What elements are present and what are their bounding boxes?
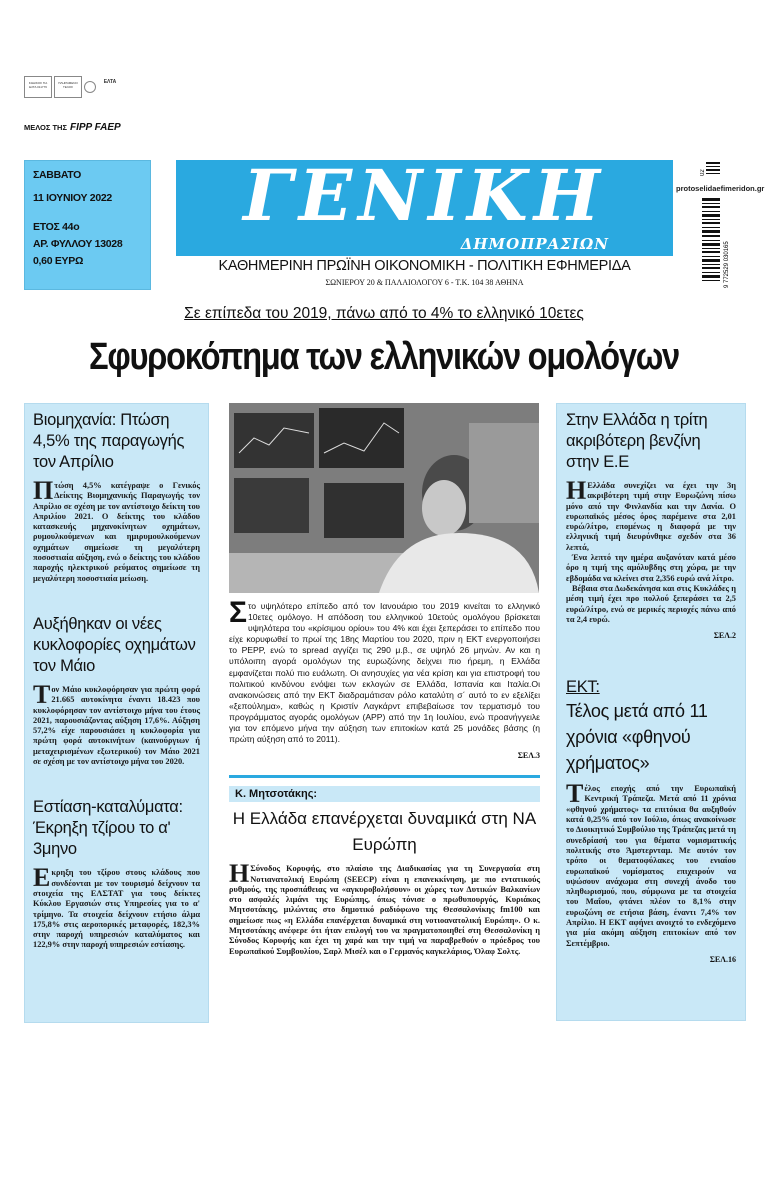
drop-cap: Η [229,859,250,889]
website-watermark: protoselidaefimeridon.gr [676,184,765,193]
article-kicker: Κ. Μητσοτάκης: [229,786,540,802]
article-paragraph: Βέβαια στα Δωδεκάνησα και στις Κυκλάδες η μέση τιμή έχει προ πολλού ξεπεράσει τα 2,5 ευρώ/λίτρο, ενώ σε μερικές περιοχές πάνω από τα 2,4 ευρώ. [566,583,736,624]
barcode-code: 02 [700,169,706,176]
article-fuel [566,410,736,641]
lead-article [229,596,540,761]
masthead-title: ΓΕΝΙΚΗ [243,154,606,237]
year: ΕΤΟΣ 44ο [33,221,80,233]
membership [24,122,121,133]
elta-logo: ΕΛΤΑ [103,79,117,85]
article-body: τώση 4,5% κατέγραψε ο Γενικός Δείκτης Βιομηχανικής Παραγωγής τον Απρίλιο σε σχέση με τον αντίστοιχο δείκτη του Απριλίου 2021. Ο δείκτης του κλάδου κατασκευής μηχανοκίνητων οχημάτων, ρυμουλκούμενων και ημιρυμουλκούμενων οχημάτων σημείωσε τη μεγαλύτερη ποσοστιαία αύξηση, ενώ ο δείκτης του κλάδου παροχής ηλεκτρικού ρεύματος σημείωσε τη μεγαλύτερη ποσοστιαία μείωση. [33,481,200,583]
article-body: το υψηλότερο επίπεδο από τον Ιανουάριο του 2019 κινείται το ελληνικό 10ετες ομόλογο. Η απόδοση του ελληνικού 10ετούς ομολόγου βρίσκεται υψηλότερα του «κρίσιμου ορίου» του 4% και έχει ξεπεράσει το επίπεδο που είχε κορυφωθεί το πρωί της 18ης Μαρτίου του 2020, πριν η ΕΚΤ ενεργοποιήσει το PEPP, ενώ το spread αγγίζει τις 290 μ.β., σε υψηλό 26 μηνών. Αν και η υπόλοιπη αγορά ομολόγων της ευρωζώνης δείχνει πιο ήρεμη, η Ελλάδα εμφανίζεται πολύ πιο ευάλωτη. Οι ανησυχίες για νέα κρίση και για επιστροφή του πολιτικού κινδύνου ενόψει των εκλογών σε Ελλάδα, Ισπανία και Ιταλία.Οι ανακοινώσεις από την ΕΚΤ διαδραμάτισαν ρόλο καταλύτη σ΄ αυτό το εν εξελίξει «ξεπούλημα», καθώς η Κριστίν Λαγκάρντ επιβεβαίωσε τον τερματισμό του προγράμματος αγοράς ομολόγων (APP) από την 1η Ιουλίου, ενώ προανήγγειλε για τον επόμενο μήνα την αύξηση των επιτοκίων κατά 25 μονάδες βάσης (η πρώτη αύξηση από το 2011). [229,601,540,745]
article-title: Στην Ελλάδα η τρίτη ακριβότερη βενζίνη στην Ε.Ε [566,411,708,471]
day: ΣΑΒΒΑΤΟ [33,169,82,181]
lead-headline: Σφυροκόπημα των ελληνικών ομολόγων [89,336,679,378]
drop-cap: Τ [566,779,584,809]
article-title: Εστίαση-καταλύματα: Έκρηξη τζίρου το α' 3μηνο [33,798,183,859]
drop-cap: Σ [229,596,248,629]
member-label: ΜΕΛΟΣ ΤΗΣ [24,123,67,132]
masthead [176,154,673,256]
article-title: Βιομηχανία: Πτώση 4,5% της παραγωγής τον Απρίλιο [33,411,185,471]
right-column [556,403,746,1021]
article-paragraph: Ελλάδα συνεχίζει να έχει την 3η ακριβότερη τιμή στην Ευρωζώνη πίσω μόνο από την Φινλανδία και την Δανία. Ο ευρωπαϊκός μέσος όρος παρέμεινε στα 2,01 ευρώ/λίτρο, επομένως η διαφορά με την ελληνική τιμή διευρύνθηκε σχεδόν στα 36 λεπτά, [566,481,736,552]
article-title: Τέλος μετά από 11 χρόνια «φθηνού χρήματος» [566,701,708,774]
article-body: ον Μάιο κυκλοφόρησαν για πρώτη φορά 21.665 αυτοκίνητα έναντι 18.423 που κυκλοφόρησαν τον αντίστοιχο μήνα του έτους 2021, παρουσιάζοντας αύξηση 17,6%. Αύξηση 57,2% είχε παρουσιάσει η κυκλοφορία για πρώτη φορά αυτοκινήτων (καινούργιων ή μεταχειρισμένων εξωτερικού) τον Μάιο 2021 σε σχέση με τον αντίστοιχο μήνα του 2020. [33,684,200,767]
middle-column [229,596,540,957]
left-column [24,403,209,1023]
masthead-subtitle: ΔΗΜΟΠΡΑΣΙΩΝ [460,235,609,253]
page-ref: ΣΕΛ.3 [517,751,540,761]
divider [229,775,540,778]
lead-photo-trader-on-phone [229,403,539,593]
issue-number: ΑΡ. ΦΥΛΛΟΥ 13028 [33,238,123,250]
article-ecb [566,677,736,965]
article-paragraph: έλος εποχής από την Ευρωπαϊκή Κεντρική Τράπεζα. Μετά από 11 χρόνια «φθηνού χρήματος» τα επιτόκια θα αυξηθούν κατά 0,25% από τον Ιούλιο, όπως ανακοίνωσε το Διοικητικό Συμβούλιο της Τράπεζας μετά τη συνεδρίασή του για θέματα νομισματικής πολιτικής στο Άμστερνταμ. Με αυτόν τον τρόπο οι θεματοφύλακες του ενιαίου ευρωπαϊκού νομίσματος επιχειρούν να υψώσουν ανάχωμα στη συνεχή άνοδο του πληθωρισμού, που, σύμφωνα με τα στοιχεία του Μαΐου, φτάνει πλέον το 8,1% στην ευρωζώνη σε ετήσια βάση, έναντι 7,4% τον Απρίλιο. Η ΕΚΤ αφήνει ανοιχτό το ενδεχόμενο για μία ακόμη αύξηση επιτοκίων από τον Σεπτέμβριο. [566,784,736,948]
barcode [700,162,730,290]
member-logos: FIPP FAEP [69,122,121,133]
tagline: ΚΑΘΗΜΕΡΙΝΗ ΠΡΩΪΝΗ ΟΙΚΟΝΟΜΙΚΗ - ΠΟΛΙΤΙΚΗ ΕΦΗΜΕΡΙΔΑ [218,258,631,274]
drop-cap: Η [566,476,587,505]
article-kicker: ΕΚΤ: [566,678,600,697]
article-title: Αυξήθηκαν οι νέες κυκλοφορίες οχημάτων τον Μάιο [33,614,196,675]
date: 11 ΙΟΥΝΙΟΥ 2022 [33,192,112,204]
article-vehicles [33,614,200,767]
article-tourism [33,797,200,950]
price: 0,60 ΕΥΡΩ [33,255,84,267]
date-box [24,160,151,290]
elta-code-box: ΚΩΔΙΚΟΣ ΓΙΑ ΕΛΤΑ 011776 [24,76,52,98]
lead-subheadline: Σε επίπεδα του 2019, πάνω από το 4% το ελληνικό 10ετες [184,305,584,322]
article-mitsotakis [229,859,540,957]
article-title: Η Ελλάδα επανέρχεται δυναμικά στη ΝΑ Ευρώπη [232,809,537,855]
article-paragraph: Ένα λεπτό την ημέρα αυξανόταν κατά μέσο όρο η τιμή της αμόλυβδης στη χώρα, με την εβδομάδα να κλείνει στα 2,356 ευρώ ανά λίτρο. [566,553,736,583]
article-body: κρηξη του τζίρου στους κλάδους που συνδέονται με τον τουρισμό δείχνουν τα στοιχεία της ΕΛΣΤΑΤ για τους δείκτες Κύκλου Εργασιών στις Υπηρεσίες για το α' τρίμηνο. Τα στοιχεία δείχνουν ετήσιο άλμα 175,8% στις αεροπορικές μεταφορές, 182,3% στην παροχή υπηρεσιών καταλύματος και 122,9% στην παροχή υπηρεσιών εστίασης. [33,868,200,950]
article-industry [33,410,200,584]
drop-cap: Τ [33,679,51,709]
page-ref: ΣΕΛ.16 [709,954,736,964]
article-body: Σύνοδος Κορυφής, στο πλαίσιο της Διαδικασίας για τη Συνεργασία στη Νοτιανατολική Ευρώπη (SEECP) είναι η επανεκκίνηση, με πιο εντατικούς ρυθμούς, της προσπάθειας να «αγκυροβολήσουν» οι χώρες των Δυτικών Βαλκανίων στο ασφαλές λιμάνι της Ευρώπης, όπως τόνισε ο πρωθυπουργός, Κυριάκος Μητσοτάκης, μιλώντας στο δημοτικό ραδιόφωνο της Θεσσαλονίκης fm100 και σημείωσε πως «η Ελλάδα επανέρχεται δυναμικά στη νοτιοανατολική Ευρώπη». Ο κ. Μητσοτάκης ανέφερε ότι ήταν επιλογή του να πραγματοποιηθεί στη Θεσσαλονίκη η Σύνοδος Κορυφής και έχει τη χαρά και την τιμή να παραβρεθούν ο πρόεδρος του Ευρωπαϊκού Συμβουλίου, Σαρλ Μισέλ και ο Γερμανός καγκελάριος, Όλαφ Σολτς. [229,864,540,956]
seal-icon [84,81,96,93]
fee-paid-box: ΠΛΗΡΩΜΕΝΟ ΤΕΛΟΣ [54,76,82,98]
page-ref: ΣΕΛ.2 [713,631,736,641]
postal-stamp [24,76,122,98]
address: ΣΩΝΙΕΡΟΥ 20 & ΠΑΛΑΙΟΛΟΓΟΥ 6 - Τ.Κ. 104 38 ΑΘΗΝΑ [325,278,524,287]
drop-cap: Π [33,476,54,505]
barcode-number: 9 772529 030165 [724,241,730,288]
drop-cap: Ε [33,863,51,893]
